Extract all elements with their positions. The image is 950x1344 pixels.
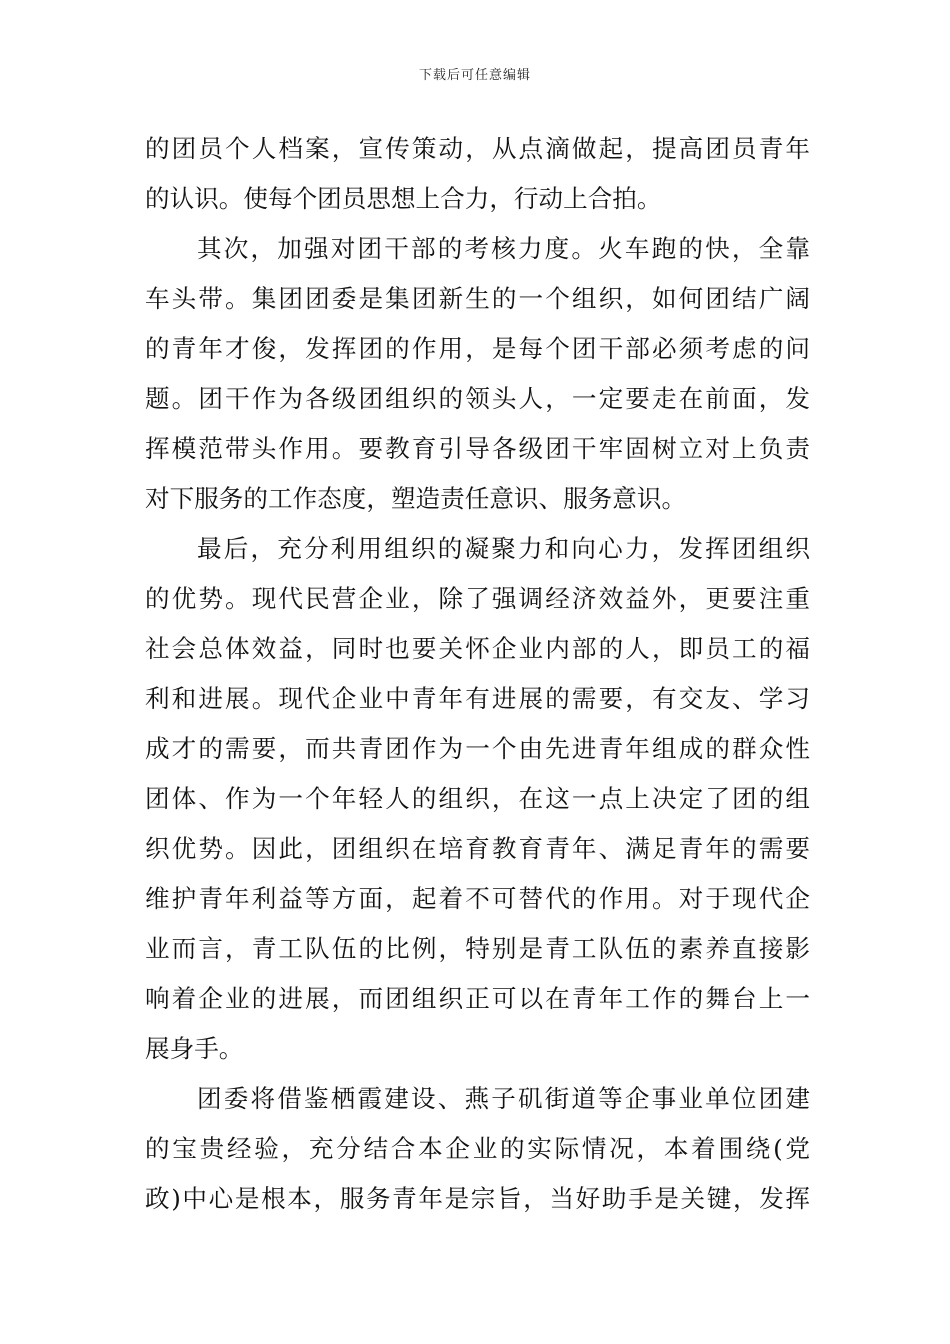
text-line: 的团员个人档案，宣传策动，从点滴做起，提高团员青年 bbox=[145, 134, 810, 163]
text-line: 其次，加强对团干部的考核力度。火车跑的快，全靠 bbox=[197, 234, 810, 263]
text-line: 织优势。因此，团组织在培育教育青年、满足青年的需要 bbox=[145, 834, 810, 863]
text-line: 团委将借鉴栖霞建设、燕子矶街道等企事业单位团建 bbox=[197, 1084, 810, 1113]
text-line: 的宝贵经验，充分结合本企业的实际情况，本着围绕(党 bbox=[145, 1134, 810, 1163]
text-line: 响着企业的进展，而团组织正可以在青年工作的舞台上一 bbox=[145, 984, 810, 1013]
text-line: 的青年才俊，发挥团的作用，是每个团干部必须考虑的问 bbox=[145, 334, 810, 363]
text-line: 维护青年利益等方面，起着不可替代的作用。对于现代企 bbox=[145, 884, 810, 913]
text-line: 最后，充分利用组织的凝聚力和向心力，发挥团组织 bbox=[197, 534, 810, 563]
document-body bbox=[145, 124, 810, 1224]
text-line: 车头带。集团团委是集团新生的一个组织，如何团结广阔 bbox=[145, 284, 810, 313]
text-line: 的认识。使每个团员思想上合力，行动上合拍。 bbox=[145, 184, 662, 213]
text-line: 社会总体效益，同时也要关怀企业内部的人，即员工的福 bbox=[145, 634, 810, 663]
text-line: 展身手。 bbox=[145, 1034, 244, 1063]
text-line: 对下服务的工作态度，塑造责任意识、服务意识。 bbox=[145, 484, 687, 513]
text-line: 挥模范带头作用。要教育引导各级团干牢固树立对上负责 bbox=[145, 434, 810, 463]
text-line: 利和进展。现代企业中青年有进展的需要，有交友、学习 bbox=[145, 684, 810, 713]
text-line: 业而言，青工队伍的比例，特别是青工队伍的素养直接影 bbox=[145, 934, 810, 963]
text-line: 团体、作为一个年轻人的组织，在这一点上决定了团的组 bbox=[145, 784, 810, 813]
page-header: 下载后可任意编辑 bbox=[418, 68, 531, 83]
text-line: 的优势。现代民营企业，除了强调经济效益外，更要注重 bbox=[145, 584, 810, 613]
text-line: 题。团干作为各级团组织的领头人，一定要走在前面，发 bbox=[145, 384, 810, 413]
text-line: 政)中心是根本，服务青年是宗旨，当好助手是关键，发挥 bbox=[145, 1184, 810, 1213]
text-line: 成才的需要，而共青团作为一个由先进青年组成的群众性 bbox=[145, 734, 810, 763]
